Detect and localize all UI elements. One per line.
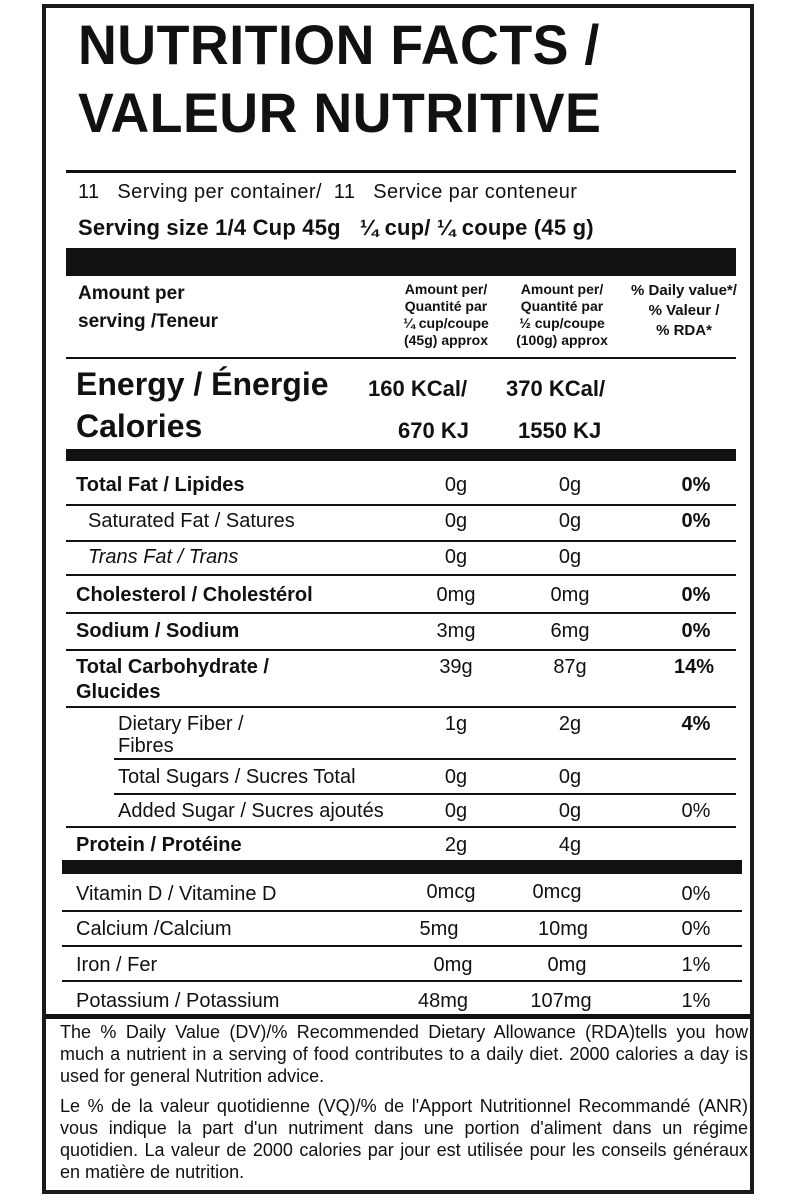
serving-teneur-label: serving /Teneur	[78, 311, 219, 332]
cholesterol-daily-value: 0%	[681, 584, 711, 606]
saturated-fat-quarter-cup: 0g	[444, 510, 468, 532]
energy-kcal-half-cup: 370 KCal/	[506, 376, 606, 401]
fiber-daily-value: 4%	[681, 713, 711, 735]
divider	[66, 504, 736, 506]
trans-fat-half-cup: 0g	[558, 546, 582, 568]
vitamin-label-potassium: Potassium / Potassium	[76, 990, 280, 1012]
sodium-daily-value: 0%	[681, 620, 711, 642]
divider	[66, 612, 736, 614]
divider	[66, 574, 736, 576]
protein-quarter-cup: 2g	[444, 834, 468, 856]
divider	[62, 945, 742, 947]
nutrient-label-trans-fat: Trans Fat / Trans	[88, 546, 239, 568]
divider	[66, 540, 736, 542]
calcium-quarter-cup: 5mg	[419, 918, 459, 940]
total-fat-half-cup: 0g	[558, 474, 582, 496]
potassium-daily-value: 1%	[681, 990, 711, 1012]
nutrient-label-saturated-fat: Saturated Fat / Satures	[88, 510, 295, 532]
thick-divider	[66, 449, 736, 461]
title-line-1: NUTRITION FACTS /	[78, 13, 600, 76]
divider	[66, 826, 736, 828]
divider	[66, 706, 736, 708]
energy-kj-quarter-cup: 670 KJ	[398, 418, 469, 443]
nutrient-label-total-fat: Total Fat / Lipides	[76, 474, 245, 496]
energy-kj-half-cup: 1550 KJ	[518, 418, 602, 443]
cholesterol-half-cup: 0mg	[550, 584, 590, 606]
added-sugar-quarter-cup: 0g	[444, 800, 468, 822]
fiber-quarter-cup: 1g	[444, 713, 468, 735]
potassium-half-cup: 107mg	[530, 990, 592, 1012]
cholesterol-quarter-cup: 0mg	[436, 584, 476, 606]
fiber-half-cup: 2g	[558, 713, 582, 735]
total-sugars-half-cup: 0g	[558, 766, 582, 788]
vitamin-label-vitamin-d: Vitamin D / Vitamine D	[76, 883, 277, 905]
added-sugar-daily-value: 0%	[681, 800, 711, 822]
nutrient-label-dietary-fiber: Dietary Fiber /	[118, 713, 244, 735]
total-sugars-quarter-cup: 0g	[444, 766, 468, 788]
divider	[62, 910, 742, 912]
nutrient-label-protein: Protein / Protéine	[76, 834, 242, 856]
vitamin-d-half-cup: 0mcg	[532, 881, 582, 903]
trans-fat-quarter-cup: 0g	[444, 546, 468, 568]
footnote-french: Le % de la valeur quotidienne (VQ)/% de l'Apport Nutritionnel Recommandé (ANR) vous indique la part d'un nutriment dans une portion d'aliment dans un régime quotidien. La valeur de 2000 calories par jour est utilisée pour les conseils généraux en matière de nutrition.	[60, 1096, 748, 1182]
nutrition-facts-panel	[42, 4, 754, 1194]
servings-per-container: 11 Serving per container/ 11 Service par conteneur	[78, 181, 578, 203]
iron-quarter-cup: 0mg	[433, 954, 473, 976]
vitamin-label-calcium: Calcium /Calcium	[76, 918, 232, 940]
sodium-quarter-cup: 3mg	[436, 620, 476, 642]
carbohydrate-daily-value: 14%	[673, 656, 715, 678]
nutrient-label-cholesterol: Cholesterol / Cholestérol	[76, 584, 313, 606]
total-fat-daily-value: 0%	[681, 474, 711, 496]
calories-label: Calories	[76, 408, 203, 444]
energy-kcal-quarter-cup: 160 KCal/	[368, 376, 468, 401]
thick-divider	[62, 860, 742, 874]
saturated-fat-half-cup: 0g	[558, 510, 582, 532]
nutrient-label-added-sugar: Added Sugar / Sucres ajoutés	[118, 800, 384, 822]
footnote-english: The % Daily Value (DV)/% Recommended Dietary Allowance (RDA)tells you how much a nutrient in a serving of food contributes to a daily diet. 2000 calories a day is used for general Nutrition advice.	[60, 1022, 748, 1086]
nutrient-label-sodium: Sodium / Sodium	[76, 620, 240, 642]
nutrient-label-glucides: Glucides	[76, 681, 161, 703]
nutrient-label-total-carbohydrate: Total Carbohydrate /	[76, 656, 269, 678]
divider	[66, 357, 736, 359]
vitamin-d-daily-value: 0%	[681, 883, 711, 905]
thick-divider	[46, 1014, 750, 1019]
thick-divider	[66, 248, 736, 276]
potassium-quarter-cup: 48mg	[417, 990, 469, 1012]
saturated-fat-daily-value: 0%	[681, 510, 711, 532]
vitamin-label-iron: Iron / Fer	[76, 954, 158, 976]
column-header-quarter-cup: Amount per/ Quantité par ¼ cup/coupe (45g) approx	[403, 281, 489, 348]
title-line-2: VALEUR NUTRITIVE	[78, 81, 602, 144]
protein-half-cup: 4g	[558, 834, 582, 856]
sodium-half-cup: 6mg	[550, 620, 590, 642]
divider	[114, 758, 736, 760]
total-fat-quarter-cup: 0g	[444, 474, 468, 496]
calcium-daily-value: 0%	[681, 918, 711, 940]
carbohydrate-half-cup: 87g	[553, 656, 587, 678]
divider	[66, 170, 736, 173]
nutrient-label-fibres: Fibres	[118, 735, 174, 757]
energy-label: Energy / Énergie	[76, 366, 329, 402]
added-sugar-half-cup: 0g	[558, 800, 582, 822]
calcium-half-cup: 10mg	[537, 918, 589, 940]
column-header-daily-value: % Daily value*/ % Valeur / % RDA*	[631, 282, 737, 339]
divider	[66, 649, 736, 651]
iron-half-cup: 0mg	[547, 954, 587, 976]
carbohydrate-quarter-cup: 39g	[439, 656, 473, 678]
vitamin-d-quarter-cup: 0mcg	[426, 881, 476, 903]
iron-daily-value: 1%	[681, 954, 711, 976]
serving-size: Serving size 1/4 Cup 45g ¼ cup/ ¼ coupe (45 g)	[78, 215, 594, 240]
divider	[114, 793, 736, 795]
amount-per-label: Amount per	[78, 283, 185, 304]
divider	[62, 980, 742, 982]
nutrient-label-total-sugars: Total Sugars / Sucres Total	[118, 766, 356, 788]
column-header-half-cup: Amount per/ Quantité par ½ cup/coupe (100g) approx	[516, 281, 608, 348]
